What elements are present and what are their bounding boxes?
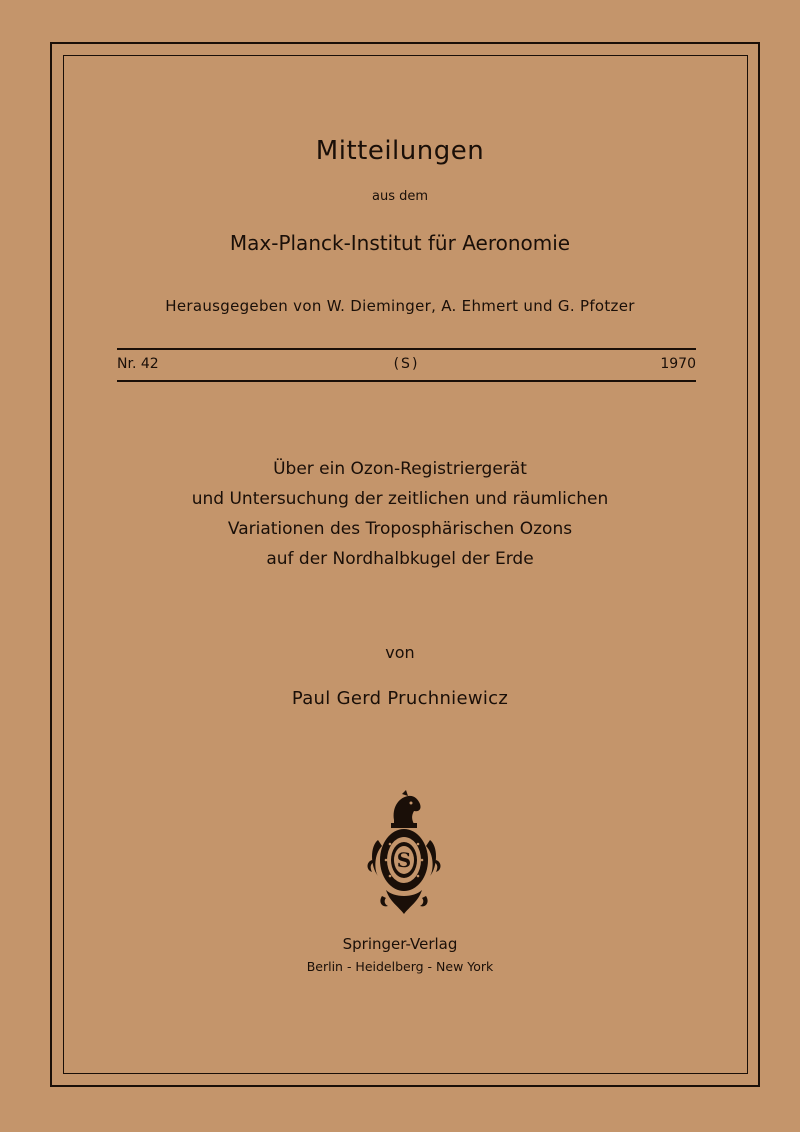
by-label: von xyxy=(385,643,415,662)
rule-bottom xyxy=(117,380,696,382)
work-title-line: Über ein Ozon-Registriergerät xyxy=(273,459,527,479)
svg-text:S: S xyxy=(396,848,412,872)
work-title xyxy=(0,454,800,574)
author-name: Paul Gerd Pruchniewicz xyxy=(291,688,509,709)
issue-code: (S) xyxy=(393,356,420,372)
springer-knight-icon xyxy=(364,790,444,920)
rule-top xyxy=(117,348,696,350)
issue-number: Nr. 42 xyxy=(117,356,159,372)
publisher-places: Berlin - Heidelberg - New York xyxy=(306,959,494,974)
series-subtitle: aus dem xyxy=(371,189,429,204)
publisher-name: Springer-Verlag xyxy=(342,935,458,953)
series-title: Mitteilungen xyxy=(315,136,485,166)
work-title-line: und Untersuchung der zeitlichen und räumlichen xyxy=(191,489,609,509)
work-title-line: Variationen des Troposphärischen Ozons xyxy=(227,519,573,539)
issue-year: 1970 xyxy=(660,356,696,372)
editors-line: Herausgegeben von W. Dieminger, A. Ehmert und G. Pfotzer xyxy=(165,297,635,315)
work-title-line: auf der Nordhalbkugel der Erde xyxy=(266,549,534,569)
institute-name: Max-Planck-Institut für Aeronomie xyxy=(229,231,571,255)
